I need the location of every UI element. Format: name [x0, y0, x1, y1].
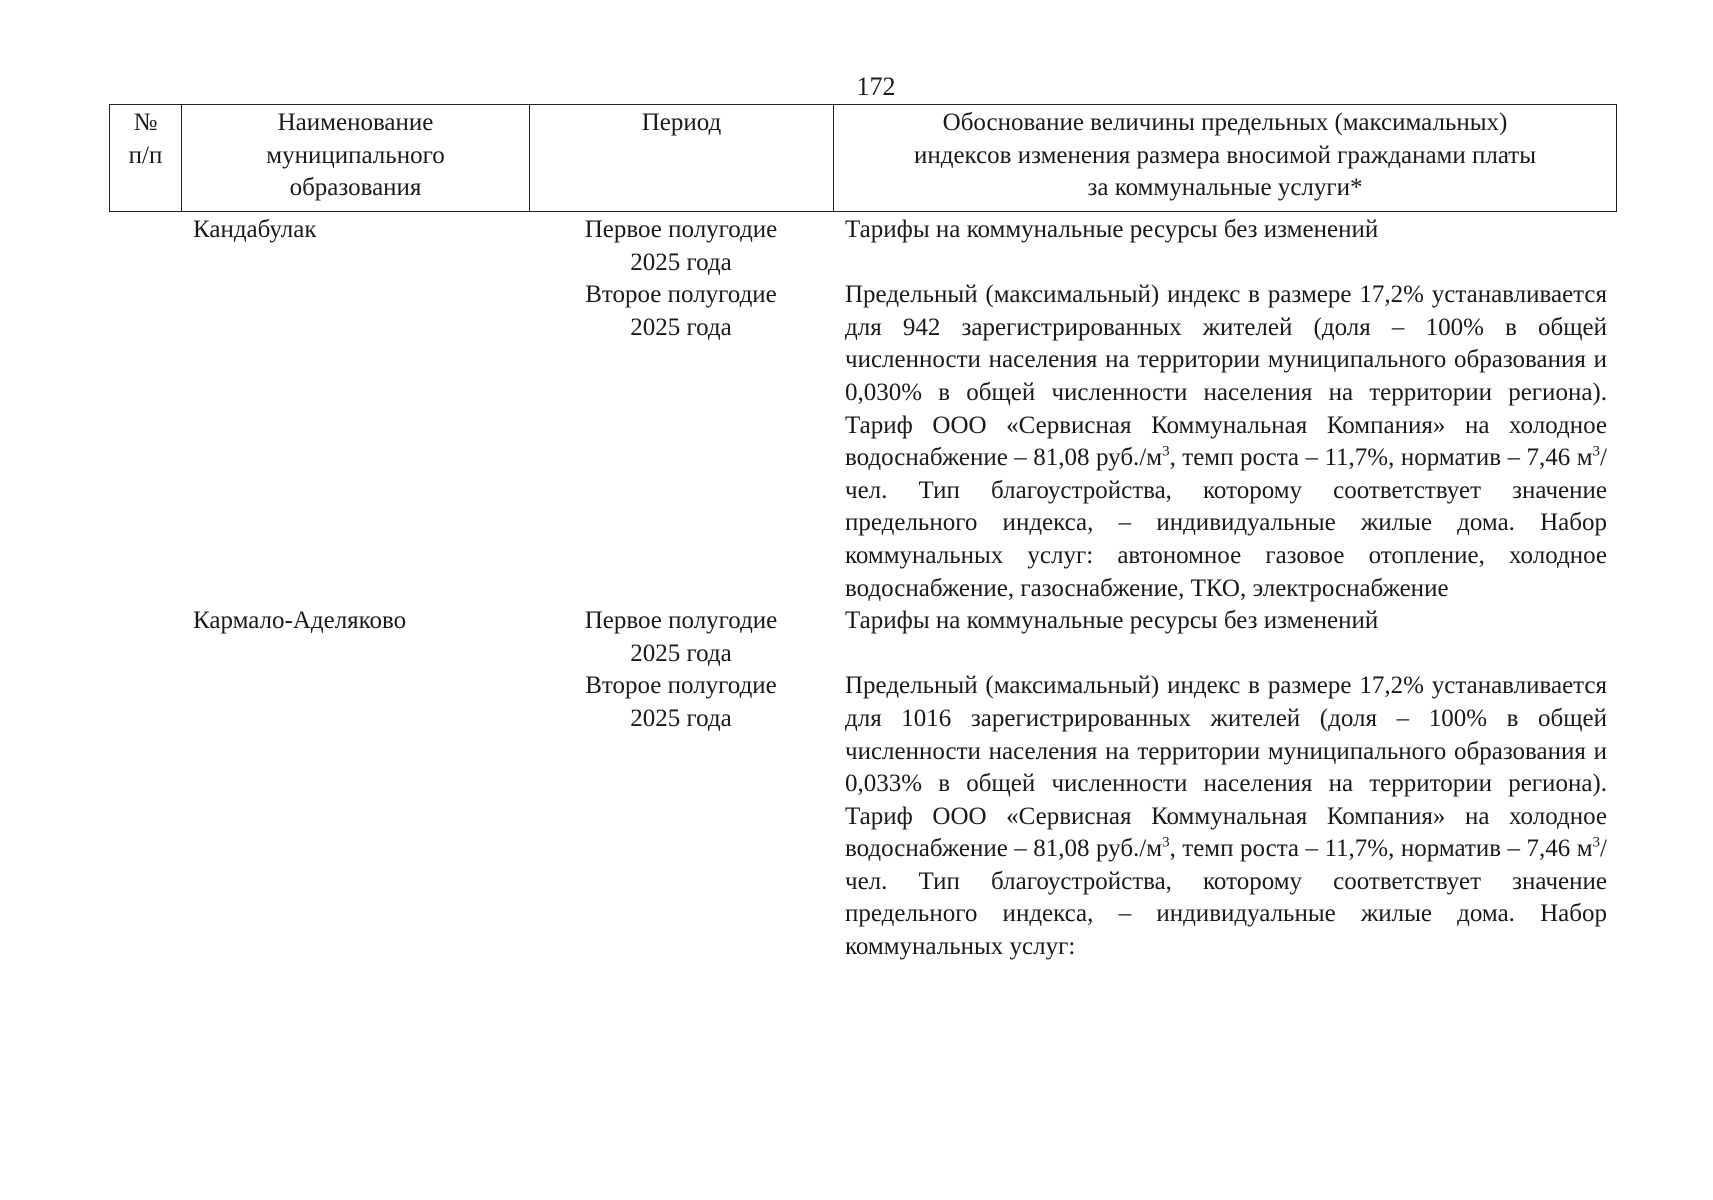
row-number-cell — [109, 279, 181, 605]
municipality-name-empty — [181, 279, 529, 605]
page-number: 172 — [856, 72, 896, 101]
header-municipality-column: Наименование муниципального образования — [181, 105, 529, 211]
table-row-karmalo-adelyakovo-first-half — [109, 605, 1617, 670]
header-period-column: Период — [529, 105, 833, 211]
justification-cell — [833, 279, 1617, 605]
superscript: 3 — [1162, 834, 1170, 851]
row-number-cell — [109, 214, 181, 279]
period-cell: Второе полугодие 2025 года — [585, 672, 777, 732]
municipality-name: Кармало-Аделяково — [193, 607, 407, 635]
tariff-table — [109, 104, 1617, 964]
justification-text: , темп роста – 11,7%, норматив – 7,46 м — [1169, 444, 1593, 472]
justification-text: , темп роста – 11,7%, норматив – 7,46 м — [1169, 835, 1593, 863]
justification-cell — [833, 670, 1617, 963]
municipality-name: Кандабулак — [193, 216, 317, 243]
superscript: 3 — [1592, 834, 1601, 851]
justification-text: /чел. Тип благоустройства, которому соответствует значение предельного индекса, – индивидуальные жилые дома. Набор коммунальных услуг: — [845, 835, 1607, 961]
period-cell: Второе полугодие 2025 года — [585, 281, 777, 341]
table-header-row — [109, 104, 1617, 212]
table-row-kandabulak-second-half — [109, 279, 1617, 605]
table-row-karmalo-adelyakovo-second-half — [109, 670, 1617, 963]
header-number-column: № п/п — [109, 105, 181, 211]
justification-text: Предельный (максимальный) индекс в размере 17,2% устанавливается для 1016 зарегистрированных жителей (доля – 100% в общей численности населения на территории муниципального образования и 0,033% в общей численности населения на территории региона). Тариф ООО «Сервисная Коммунальная Компания» на холодное водоснабжение – 81,08 руб./м — [845, 672, 1607, 863]
justification-cell: Тарифы на коммунальные ресурсы без изменений — [845, 216, 1379, 243]
justification-text: Предельный (максимальный) индекс в размере 17,2% устанавливается для 942 зарегистрированных жителей (доля – 100% в общей численности населения на территории муниципального образования и 0,030% в общей численности населения на территории региона). Тариф ООО «Сервисная Коммунальная Компания» на холодное водоснабжение – 81,08 руб./м — [845, 281, 1607, 472]
justification-text: /чел. Тип благоустройства, которому соответствует значение предельного индекса, – индивидуальные жилые дома. Набор коммунальных услуг: автономное газовое отопление, холодное водоснабжение, газоснабжение, ТКО, электроснабжение — [845, 444, 1607, 602]
table-row-kandabulak-first-half — [109, 214, 1617, 279]
period-cell: Первое полугодие 2025 года — [584, 607, 778, 667]
row-number-cell — [109, 670, 181, 963]
superscript: 3 — [1592, 443, 1601, 460]
header-justification-column: Обоснование величины предельных (максимальных) индексов изменения размера вносимой гражданами платы за коммунальные услуги* — [833, 105, 1617, 211]
justification-cell: Тарифы на коммунальные ресурсы без изменений — [845, 607, 1379, 635]
row-number-cell — [109, 605, 181, 670]
municipality-name-empty — [181, 670, 529, 963]
period-cell: Первое полугодие 2025 года — [584, 216, 778, 276]
superscript: 3 — [1162, 443, 1170, 460]
